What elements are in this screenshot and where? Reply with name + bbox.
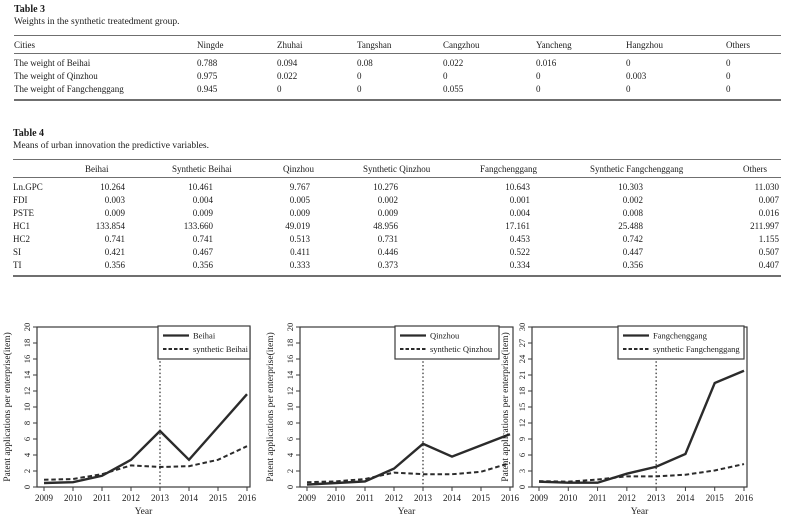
y-axis-label: Patent applications per enterprise(item) (501, 332, 511, 482)
cell: 0.016 (758, 208, 779, 218)
cell: 0.741 (104, 234, 125, 244)
x-tick-label: 2012 (385, 493, 403, 503)
y-tick-label: 18 (22, 338, 32, 348)
column-header: Others (743, 160, 781, 178)
x-tick-label: 2010 (559, 493, 578, 503)
x-tick-label: 2010 (64, 493, 82, 503)
column-header: Cangzhou (443, 36, 536, 54)
x-tick-label: 2014 (180, 493, 198, 503)
y-tick-label: 30 (517, 322, 527, 332)
series-solid (539, 371, 744, 483)
series-solid (307, 434, 510, 484)
cell: 0 (626, 84, 631, 94)
x-tick-label: 2012 (617, 493, 636, 503)
table3-body (14, 54, 781, 101)
y-tick-label: 12 (22, 386, 32, 396)
column-header: Qinzhou (283, 160, 363, 178)
cell: 10.461 (188, 182, 213, 192)
y-axis-label: Patent applications per enterprise(item) (266, 332, 276, 482)
y-tick-label: 3 (517, 468, 527, 474)
table-row (14, 70, 781, 83)
legend-label: synthetic Beihai (193, 344, 249, 354)
row-label: The weight of Fangchenggang (14, 84, 124, 94)
y-tick-label: 20 (22, 322, 32, 332)
cell: 0.007 (758, 195, 779, 205)
y-tick-label: 6 (22, 436, 32, 442)
cell: 0.003 (626, 71, 647, 81)
cell: 0.411 (290, 247, 310, 257)
figure-row (0, 314, 795, 525)
x-axis-label: Year (630, 507, 649, 517)
cell: 0.004 (509, 208, 530, 218)
row-label: HC1 (13, 221, 31, 231)
x-tick-label: 2009 (530, 493, 548, 503)
cell: 133.854 (95, 221, 125, 231)
row-label: FDI (13, 195, 28, 205)
series-dashed (539, 464, 744, 482)
legend-label: Qinzhou (430, 330, 460, 341)
cell: 211.997 (750, 221, 779, 231)
table-row (13, 207, 781, 220)
x-tick-label: 2014 (443, 493, 461, 503)
y-tick-label: 20 (285, 322, 295, 332)
y-tick-label: 8 (285, 420, 295, 426)
x-tick-label: 2009 (35, 493, 53, 503)
cell: 17.161 (505, 221, 530, 231)
cell: 9.767 (289, 182, 310, 192)
cell: 0.003 (104, 195, 125, 205)
cell: 1.155 (758, 234, 779, 244)
column-header: Cities (14, 36, 197, 54)
y-tick-label: 9 (517, 436, 527, 442)
series-solid (44, 394, 247, 483)
row-label: PSTE (13, 208, 35, 218)
table4-caption: Means of urban innovation the predictive variables. (13, 141, 210, 151)
x-tick-label: 2013 (414, 493, 432, 503)
cell: 0.009 (289, 208, 310, 218)
y-tick-label: 15 (517, 402, 527, 412)
column-header: Beihai (85, 160, 172, 178)
cell: 0 (726, 71, 731, 81)
x-tick-label: 2011 (93, 493, 111, 503)
table-row (13, 233, 781, 246)
column-header: Tangshan (357, 36, 443, 54)
series-dashed (44, 446, 247, 480)
table3-header (14, 36, 781, 54)
cell: 0.004 (192, 195, 213, 205)
column-header (13, 160, 85, 178)
cell: 10.264 (100, 182, 125, 192)
column-header: Synthetic Qinzhou (363, 160, 480, 178)
x-tick-label: 2011 (588, 493, 607, 503)
x-tick-label: 2015 (209, 493, 227, 503)
legend-label: synthetic Fangchenggang (653, 344, 740, 354)
y-tick-label: 14 (22, 370, 32, 380)
cell: 0.741 (192, 234, 213, 244)
cell: 0.407 (758, 260, 779, 270)
cell: 0.094 (277, 58, 298, 68)
y-tick-label: 14 (285, 370, 295, 380)
column-header: Yancheng (536, 36, 626, 54)
table-row (13, 178, 781, 195)
cell: 0.731 (377, 234, 398, 244)
y-tick-label: 16 (22, 354, 32, 364)
y-tick-label: 16 (285, 354, 295, 364)
y-tick-label: 2 (22, 468, 32, 474)
x-tick-label: 2016 (735, 493, 753, 503)
y-tick-label: 6 (285, 436, 295, 442)
x-tick-label: 2016 (238, 493, 256, 503)
cell: 0 (626, 58, 631, 68)
cell: 25.488 (618, 221, 643, 231)
y-tick-label: 10 (285, 402, 295, 412)
cell: 0.788 (197, 58, 218, 68)
row-label: The weight of Beihai (14, 58, 91, 68)
chart-beihai (0, 314, 263, 524)
y-tick-label: 10 (22, 402, 32, 412)
y-tick-label: 6 (517, 452, 527, 458)
y-tick-label: 27 (517, 338, 527, 348)
cell: 0.742 (622, 234, 643, 244)
cell: 0 (357, 71, 362, 81)
cell: 49.019 (285, 221, 310, 231)
means-table (13, 159, 781, 277)
cell: 0 (536, 84, 541, 94)
table-row (14, 83, 781, 100)
chart-fangchenggang (498, 314, 795, 524)
cell: 0 (443, 71, 448, 81)
y-tick-label: 0 (285, 484, 295, 490)
table-row (13, 220, 781, 233)
cell: 0.356 (622, 260, 643, 270)
table3-section (0, 4, 795, 101)
column-header: Synthetic Beihai (172, 160, 283, 178)
legend-label: Fangchenggang (653, 330, 707, 341)
y-tick-label: 0 (22, 484, 32, 490)
cell: 0.356 (104, 260, 125, 270)
x-tick-label: 2009 (298, 493, 316, 503)
cell: 0.016 (536, 58, 557, 68)
figure-panel-qinzhou (263, 314, 526, 524)
table3-title: Table 3 (14, 4, 46, 15)
y-tick-label: 8 (22, 420, 32, 426)
cell: 0.008 (622, 208, 643, 218)
legend-label: synthetic Qinzhou (430, 344, 493, 354)
cell: 0.002 (622, 195, 643, 205)
cell: 0.022 (443, 58, 464, 68)
x-axis-label: Year (134, 507, 153, 517)
cell: 0.334 (509, 260, 530, 270)
chart-qinzhou (263, 314, 526, 524)
series-dashed (307, 463, 510, 482)
x-tick-label: 2015 (472, 493, 490, 503)
cell: 0 (726, 84, 731, 94)
cell: 0.005 (289, 195, 310, 205)
table4-body (13, 178, 781, 277)
cell: 0 (357, 84, 362, 94)
table-row (13, 259, 781, 276)
x-tick-label: 2014 (676, 493, 695, 503)
table-row (14, 54, 781, 71)
figure-panel-beihai (0, 314, 263, 524)
y-tick-label: 4 (285, 452, 295, 458)
cell: 10.303 (618, 182, 643, 192)
row-label: SI (13, 247, 22, 257)
cell: 0.421 (104, 247, 125, 257)
cell: 0.453 (509, 234, 530, 244)
cell: 0.002 (377, 195, 398, 205)
table4-title: Table 4 (13, 128, 45, 139)
y-tick-label: 4 (22, 452, 32, 458)
column-header: Fangchenggang (480, 160, 590, 178)
cell: 10.643 (505, 182, 530, 192)
row-label: TI (13, 260, 22, 270)
table3-header-row (14, 36, 781, 54)
cell: 11.030 (754, 182, 779, 192)
y-tick-label: 12 (285, 386, 295, 396)
cell: 0.08 (357, 58, 373, 68)
table4-section (0, 128, 795, 277)
y-axis-label: Patent applications per enterprise(item) (3, 332, 13, 482)
x-tick-label: 2013 (151, 493, 169, 503)
x-axis-label: Year (397, 507, 416, 517)
cell: 0.513 (289, 234, 310, 244)
x-tick-label: 2011 (356, 493, 374, 503)
legend-label: Beihai (193, 330, 216, 341)
x-tick-label: 2016 (501, 493, 519, 503)
table4-header (13, 160, 781, 178)
cell: 0.447 (622, 247, 643, 257)
y-tick-label: 2 (285, 468, 295, 474)
x-tick-label: 2013 (647, 493, 666, 503)
y-tick-label: 18 (517, 386, 527, 396)
x-tick-label: 2010 (327, 493, 345, 503)
table-row (13, 194, 781, 207)
cell: 0.467 (192, 247, 213, 257)
cell: 0.945 (197, 84, 218, 94)
row-label: The weight of Qinzhou (14, 71, 98, 81)
figure-panel-fangchenggang (498, 314, 795, 524)
cell: 0.009 (104, 208, 125, 218)
cell: 0.507 (758, 247, 779, 257)
table4-header-row (13, 160, 781, 178)
cell: 0.333 (289, 260, 310, 270)
cell: 0 (726, 58, 731, 68)
cell: 48.956 (373, 221, 398, 231)
cell: 10.276 (373, 182, 398, 192)
cell: 0.009 (192, 208, 213, 218)
y-tick-label: 24 (517, 354, 527, 364)
row-label: HC2 (13, 234, 31, 244)
y-tick-label: 18 (285, 338, 295, 348)
cell: 0.975 (197, 71, 218, 81)
column-header: Hangzhou (626, 36, 726, 54)
cell: 0.001 (509, 195, 530, 205)
column-header: Others (726, 36, 781, 54)
row-label: Ln.GPC (13, 182, 43, 192)
cell: 0.446 (377, 247, 398, 257)
cell: 0.022 (277, 71, 298, 81)
cell: 133.660 (183, 221, 213, 231)
x-tick-label: 2015 (705, 493, 724, 503)
cell: 0 (277, 84, 282, 94)
column-header: Ningde (197, 36, 277, 54)
cell: 0.522 (509, 247, 530, 257)
weights-table (14, 35, 781, 101)
y-tick-label: 21 (517, 370, 527, 380)
cell: 0.009 (377, 208, 398, 218)
x-tick-label: 2012 (122, 493, 140, 503)
column-header: Synthetic Fangchenggang (590, 160, 743, 178)
table3-caption: Weights in the synthetic treatedment group. (14, 17, 180, 27)
cell: 0.055 (443, 84, 464, 94)
cell: 0 (536, 71, 541, 81)
cell: 0.356 (192, 260, 213, 270)
y-tick-label: 12 (517, 418, 527, 428)
column-header: Zhuhai (277, 36, 357, 54)
table-row (13, 246, 781, 259)
y-tick-label: 0 (517, 484, 527, 490)
cell: 0.373 (377, 260, 398, 270)
